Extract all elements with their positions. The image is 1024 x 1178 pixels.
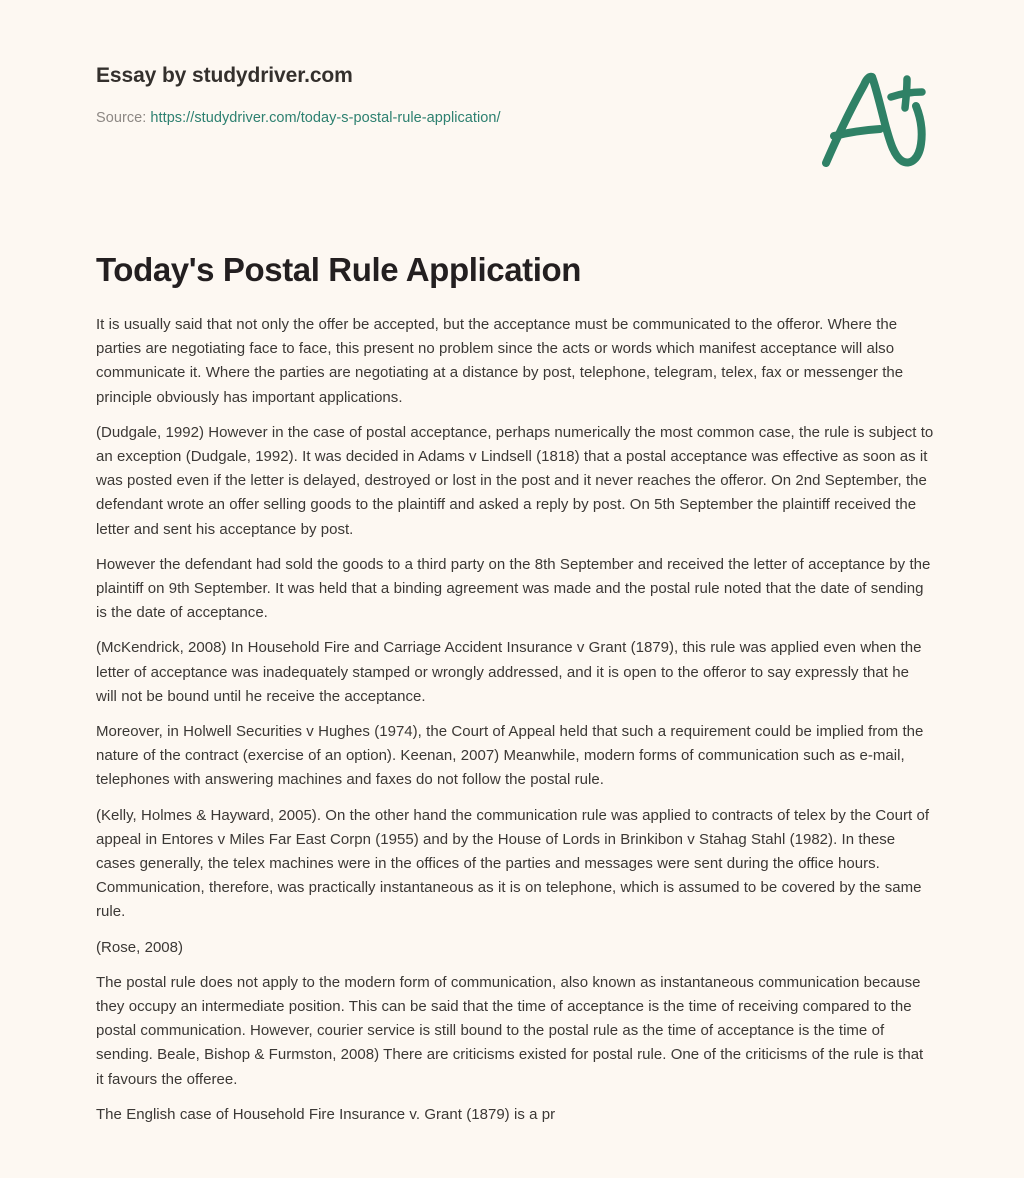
page-header xyxy=(0,0,1024,200)
header-text-block xyxy=(96,62,796,128)
paragraph: Moreover, in Holwell Securities v Hughes (1974), the Court of Appeal held that such a requirement could be implied from the nature of the contract (exercise of an option). Keenan, 2007) Meanwhile, modern forms of communication such as e-mail, telephones with answering machines and faxes do not follow the postal rule. xyxy=(96,723,924,789)
a-plus-logo-icon xyxy=(812,68,936,172)
essay-body xyxy=(96,313,934,1127)
paragraph: The postal rule does not apply to the modern form of communication, also known as instantaneous communication because they occupy an intermediate position. This can be said that the time of acceptance is the time of receiving compared to the postal communication. However, courier service is still bound to the postal rule as the time of acceptance is the time of sending. Beale, Bishop & Furmston, 2008) There are criticisms existed for postal rule. One of the criticisms of the rule is that it favours the offeree. xyxy=(96,973,924,1088)
source-label: Source: xyxy=(96,110,147,126)
source-line xyxy=(96,108,796,128)
paragraph: It is usually said that not only the offer be accepted, but the acceptance must be communicated to the offeror. Where the parties are negotiating face to face, this present no problem since the acts or words which manifest acceptance will also communicate it. Where the parties are negotiating at a distance by post, telephone, telegram, telex, fax or messenger the principle obviously has important applications. xyxy=(96,316,904,406)
paragraph: (Rose, 2008) xyxy=(96,938,184,956)
paragraph: However the defendant had sold the goods to a third party on the 8th September and received the letter of acceptance by the plaintiff on 9th September. It was held that a binding agreement was made and the postal rule noted that the date of sending is the date of acceptance. xyxy=(96,555,931,622)
page-title: Today's Postal Rule Application xyxy=(96,251,582,288)
paragraph-truncated: The English case of Household Fire Insurance v. Grant (1879) is a pr xyxy=(96,1105,556,1123)
paragraph: (Dudgale, 1992) However in the case of postal acceptance, perhaps numerically the most common case, the rule is subject to an exception (Dudgale, 1992). It was decided in Adams v Lindsell (1818) that a postal acceptance was effective as soon as it was posted even if the letter is delayed, destroyed or lost in the post and it never reaches the offeror. On 2nd September, the defendant wrote an offer selling goods to the plaintiff and asked a reply by post. On 5th September the plaintiff received the letter and sent his acceptance by post. xyxy=(96,423,934,538)
source-url-link[interactable]: https://studydriver.com/today-s-postal-rule-application/ xyxy=(150,110,501,126)
brand-title: Essay by studydriver.com xyxy=(96,64,353,87)
a-plus-logo-svg xyxy=(812,68,936,172)
paragraph: (McKendrick, 2008) In Household Fire and Carriage Accident Insurance v Grant (1879), this rule was applied even when the letter of acceptance was inadequately stamped or wrongly addressed, and it is open to the offeror to say expressly that he will not be bound until he receive the acceptance. xyxy=(96,639,922,705)
paragraph: (Kelly, Holmes & Hayward, 2005). On the other hand the communication rule was applied to contracts of telex by the Court of appeal in Entores v Miles Far East Corpn (1955) and by the House of Lords in Brinkibon v Stahag Stahl (1982). In these cases generally, the telex machines were in the offices of the parties and messages were sent during the office hours. Communication, therefore, was practically instantaneous as it is on telephone, which is assumed to be covered by the same rule. xyxy=(96,806,930,921)
